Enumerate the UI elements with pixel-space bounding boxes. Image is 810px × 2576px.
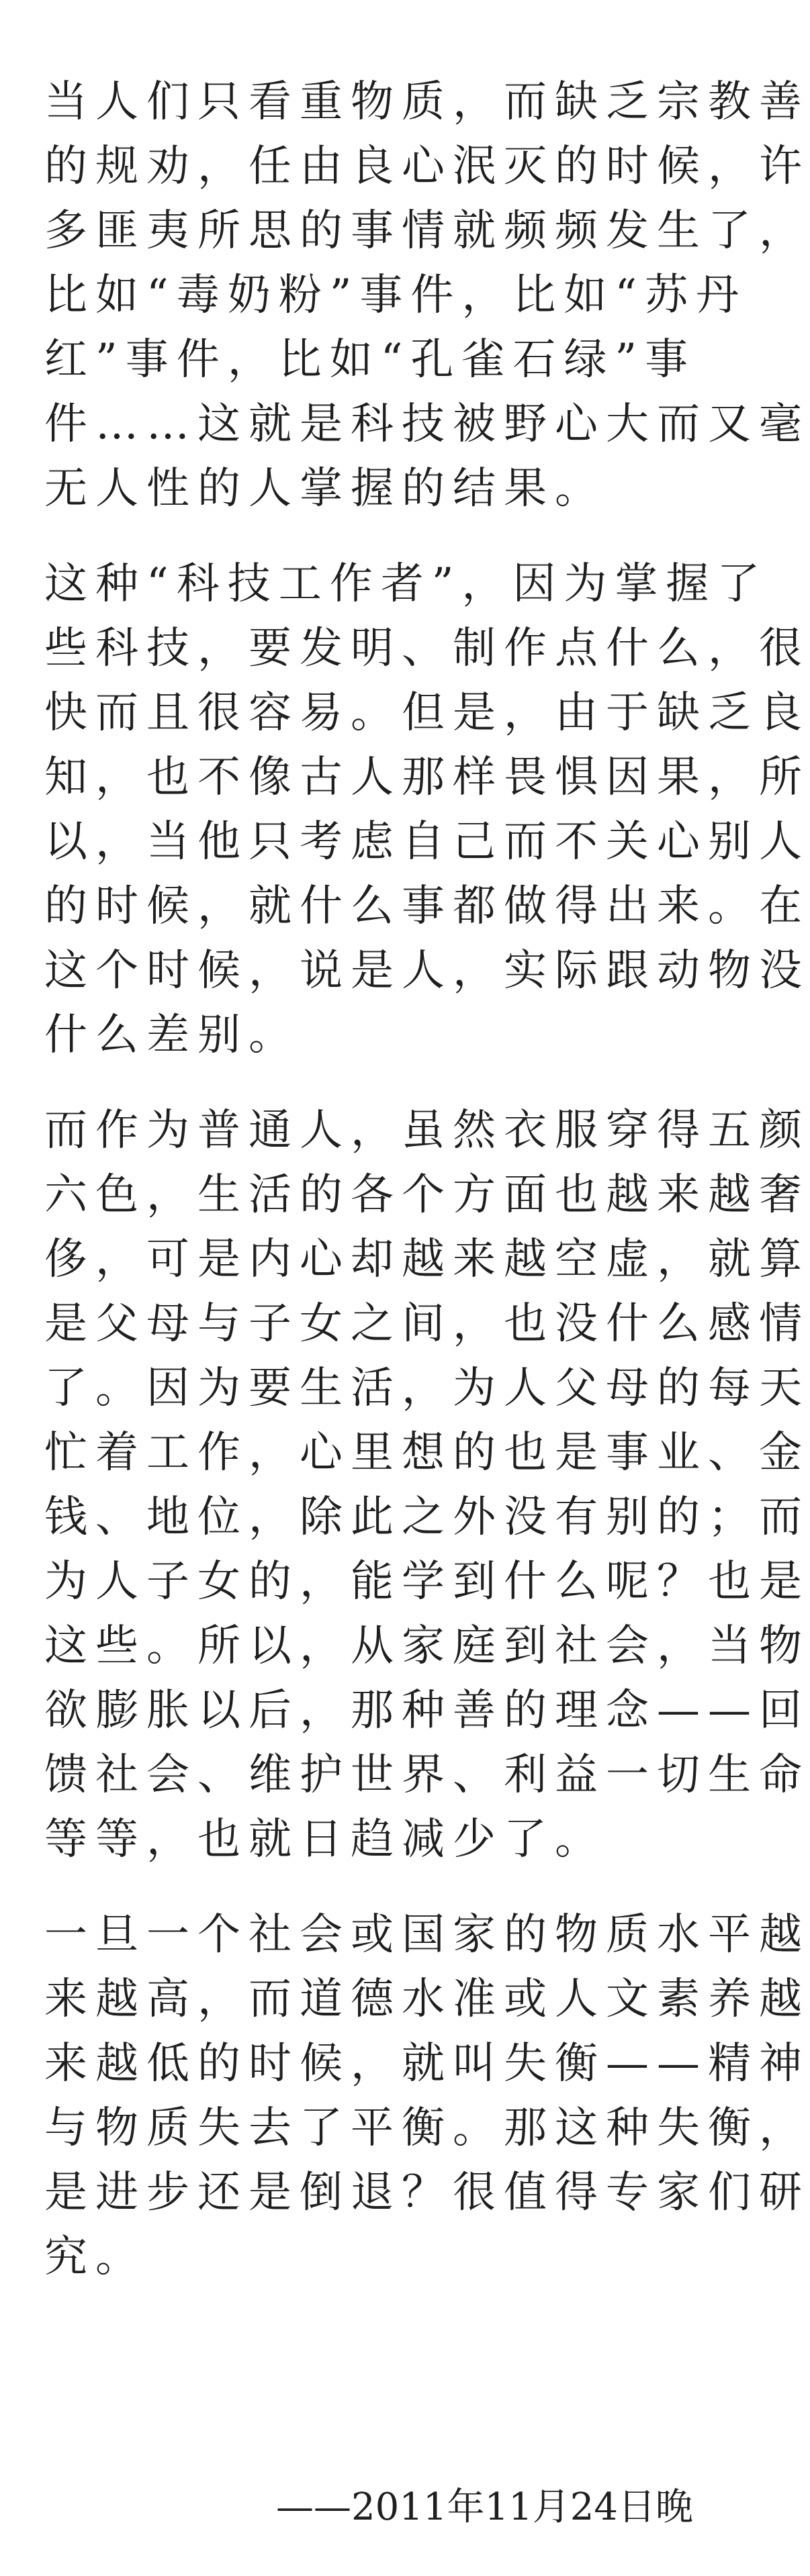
text-line: 红”事件，比如“孔雀石绿”事	[44, 335, 696, 385]
text-line: 的规劝，任由良心泯灭的时候，许	[44, 142, 810, 191]
text-line: 什么差别。	[44, 1010, 300, 1060]
text-line: 侈，可是内心却越来越空虚，就算	[44, 1235, 810, 1284]
text-line: 比如“毒奶粉”事件，比如“苏丹	[44, 271, 748, 320]
text-line: 以，当他只考虑自己而不关心别人	[44, 817, 810, 867]
text-line: 一旦一个社会或国家的物质水平越	[44, 1910, 810, 1960]
text-line: 这种“科技工作者”，因为掌握了	[44, 559, 768, 609]
text-line: 来越低的时候，就叫失衡——精神	[44, 2039, 810, 2089]
text-line: 件……这就是科技被野心大而又毫	[44, 399, 810, 449]
text-line: 与物质失去了平衡。那这种失衡，	[44, 2103, 810, 2153]
text-line: 这个时候，说是人，实际跟动物没	[44, 946, 810, 996]
paragraph-4	[44, 1903, 810, 2289]
text-line: 了。因为要生活，为人父母的每天	[44, 1364, 810, 1413]
text-line: 无人性的人掌握的结果。	[44, 464, 606, 514]
text-line: 为人子女的，能学到什么呢？也是	[44, 1557, 810, 1607]
text-line: 钱、地位，除此之外没有别的；而	[44, 1492, 810, 1542]
text-line: 而作为普通人，虽然衣服穿得五颜	[44, 1106, 810, 1155]
text-line: 来越高，而道德水准或人文素养越	[44, 1974, 810, 2024]
text-line: 究。	[44, 2232, 146, 2282]
text-line: 的时候，就什么事都做得出来。在	[44, 881, 810, 931]
text-line: 是父母与子女之间，也没什么感情	[44, 1299, 810, 1349]
text-line: 快而且很容易。但是，由于缺乏良	[44, 688, 810, 738]
signature-date: ——2011年11月24日晚	[275, 2485, 693, 2529]
text-line: 是进步还是倒退？很值得专家们研	[44, 2168, 810, 2217]
text-line: 忙着工作，心里想的也是事业、金	[44, 1428, 810, 1478]
paragraph-1	[44, 70, 810, 521]
text-line: 这些。所以，从家庭到社会，当物	[44, 1621, 810, 1671]
text-line: 多匪夷所思的事情就频频发生了，	[44, 206, 810, 256]
text-line: 当人们只看重物质，而缺乏宗教善	[44, 77, 810, 127]
text-line: 馈社会、维护世界、利益一切生命	[44, 1750, 810, 1800]
paragraph-2	[44, 552, 810, 1067]
text-line: 知，也不像古人那样畏惧因果，所	[44, 753, 810, 802]
text-line: 欲膨胀以后，那种善的理念——回	[44, 1686, 810, 1735]
text-line: 六色，生活的各个方面也越来越奢	[44, 1170, 810, 1220]
text-line: 些科技，要发明、制作点什么，很	[44, 624, 810, 673]
text-line: 等等，也就日趋减少了。	[44, 1815, 606, 1864]
paragraph-3	[44, 1098, 810, 1872]
